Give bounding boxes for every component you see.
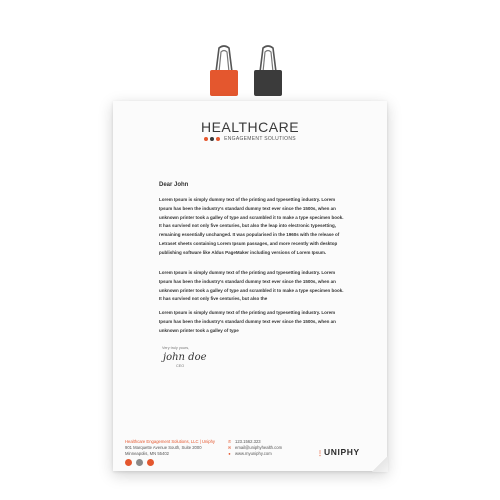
- letter-paragraph: Lorem Ipsum is simply dummy text of the printing and typesetting industry. Lorem Ipsum has been the industry's standard dummy text ever since the 1500s, when an unknown printer took a galley of type and scrambled it to make a type specimen book. It has survived not only five centuries, but also the leap into electronic typesetting, remaining essentially unchanged. It was popularised in the 1960s with the release of Letraset sheets containing Lorem Ipsum passages, and more recently with desktop publishing software like Aldus PageMaker including versions of Lorem Ipsum.: [159, 197, 344, 255]
- footer-website: www.myuniphy.com: [235, 451, 272, 456]
- signature: john doe: [163, 352, 207, 363]
- letter-greeting: Dear John: [159, 182, 189, 188]
- logo-dot: [210, 137, 214, 141]
- signer-title: CEO: [176, 364, 185, 368]
- dark-binder-clip: [254, 44, 282, 100]
- phone-icon: ✆: [227, 439, 232, 444]
- orange-clip-body: [210, 70, 238, 96]
- footer-address-line: Minneapolis, MN 55402: [125, 451, 169, 456]
- footer-address-line: 901 Marquette Avenue South, Suite 2000: [125, 445, 202, 450]
- color-swatch: [136, 459, 143, 466]
- logo-dot: [216, 137, 220, 141]
- footer-email: email@uniphyhealth.com: [235, 445, 283, 450]
- orange-binder-clip: [210, 44, 238, 100]
- footer-address: [125, 439, 215, 457]
- logo-dot: [204, 137, 208, 141]
- web-icon: ●: [228, 451, 231, 456]
- color-swatch: [125, 459, 132, 466]
- letter-closing: Very truly yours,: [162, 346, 190, 350]
- logo-subtitle: ENGAGEMENT SOLUTIONS: [224, 136, 296, 142]
- footer-phone: 123.1562.323: [235, 439, 261, 444]
- company-logo: [113, 119, 387, 142]
- logo-title: HEALTHCARE: [200, 119, 300, 135]
- footer-brand-name: UNIPHY: [324, 447, 360, 457]
- dark-clip-body: [254, 70, 282, 96]
- footer-contact: [227, 439, 282, 457]
- footer-swatches: [125, 459, 154, 466]
- logo-dots-icon: [204, 137, 220, 141]
- letter-paragraph: Lorem Ipsum is simply dummy text of the printing and typesetting industry. Lorem Ipsum has been the industry's standard dummy text ever since the 1500s, when an unknown printer took a galley of type and scrambled it to make a type specimen book. It has survived not only five centuries, but also the: [159, 270, 344, 302]
- footer-brand: [317, 447, 360, 457]
- letter-paragraph: Lorem Ipsum is simply dummy text of the printing and typesetting industry. Lorem Ipsum has been the industry's standard dummy text ever since the 1500s, when an unknown printer took a galley of type: [159, 310, 336, 333]
- color-swatch: [147, 459, 154, 466]
- page-curl: [372, 456, 388, 472]
- footer-company: Healthcare Engagement Solutions, LLC | Uniphy: [125, 439, 216, 444]
- email-icon: ✉: [227, 445, 232, 450]
- letterhead-sheet: [113, 101, 387, 471]
- brand-mark-icon: ⋮: [317, 451, 323, 457]
